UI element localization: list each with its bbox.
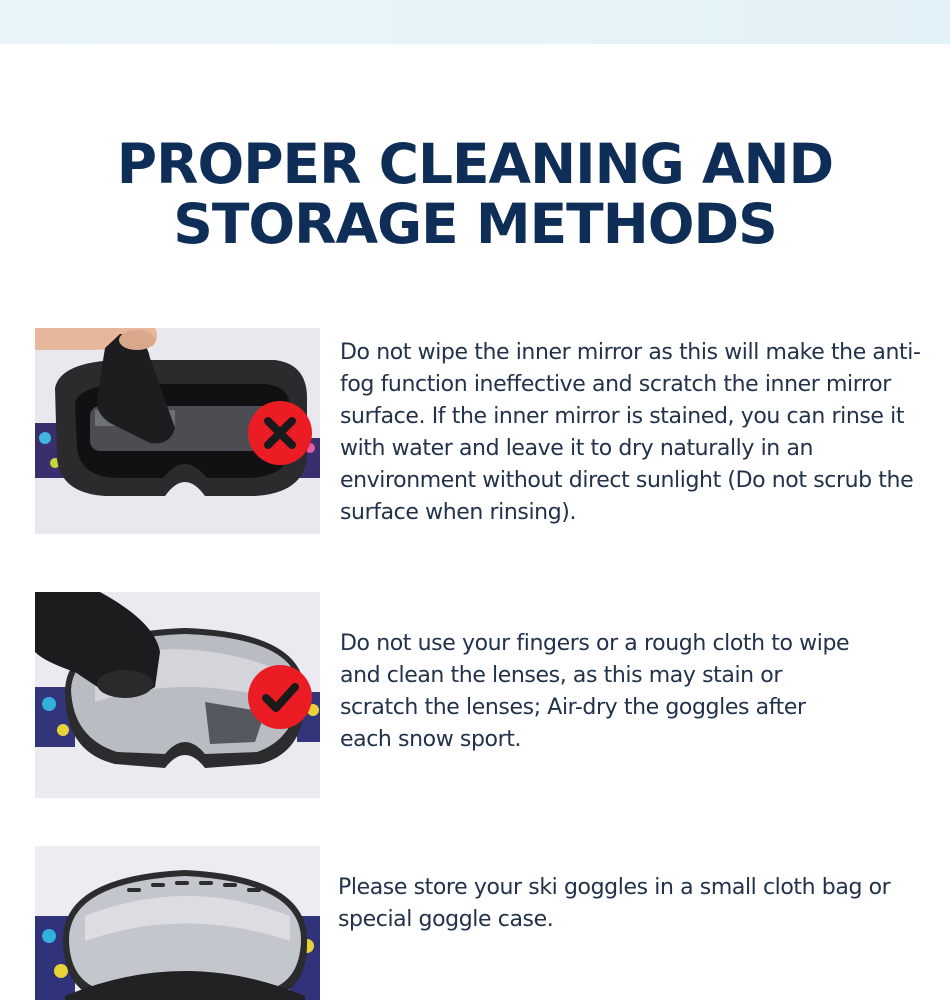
goggle-storage-photo bbox=[35, 846, 320, 1000]
page-title bbox=[0, 134, 950, 254]
checkmark-badge bbox=[248, 665, 312, 729]
lens-cleaning-instruction: Do not use your fingers or a rough cloth to wipe and clean the lenses, as this may stain or scratch the lenses; Air-dry the goggles after each snow sport. bbox=[340, 631, 850, 752]
top-banner-band bbox=[0, 0, 950, 44]
page-title-line-2: STORAGE METHODS bbox=[173, 192, 777, 256]
cross-badge bbox=[248, 401, 312, 465]
goggle-storage-instruction: Please store your ski goggles in a small cloth bag or special goggle case. bbox=[338, 875, 891, 932]
cross-icon bbox=[248, 401, 312, 465]
checkmark-icon bbox=[248, 665, 312, 729]
inner-mirror-cleaning-instruction: Do not wipe the inner mirror as this will make the anti-fog function ineffective and scratch the inner mirror surface. If the inner mirror is stained, you can rinse it with water and leave it to dry naturally in an environment without direct sunlight (Do not scrub the surface when rinsing). bbox=[340, 340, 921, 525]
page-title-line-1: PROPER CLEANING AND bbox=[116, 132, 834, 196]
